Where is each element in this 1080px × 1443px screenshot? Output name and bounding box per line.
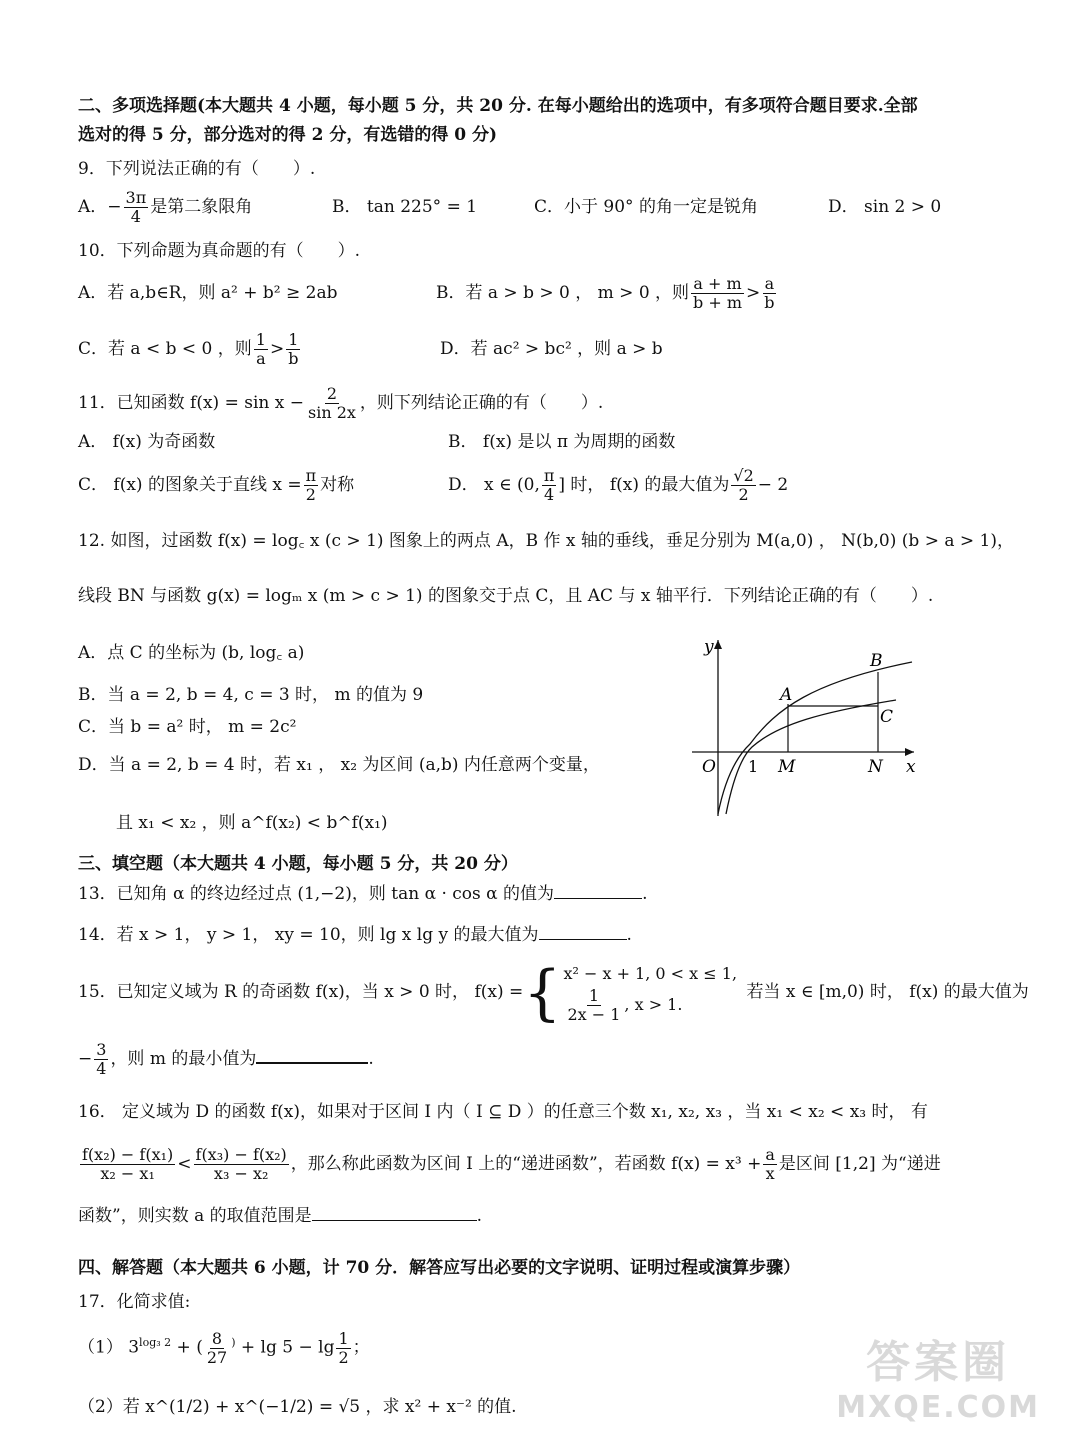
q15-line2: − $\frac{3}{4}$ ，则 m 的最小值为 .	[78, 1040, 374, 1078]
q10-stem: 10．下列命题为真命题的有（ ）.	[78, 241, 361, 261]
graph-label-a: A	[780, 685, 793, 705]
q13-answer-blank[interactable]	[554, 884, 642, 899]
q9-options: A．− $\frac{3\pi}{4}$ 是第二象限角 B． tan 225° = 1 C．小于 90° 的角一定是锐角 D． sin 2 > 0	[78, 188, 942, 226]
q10-option-d: D．若 ac² > bc² ，则 a > b	[440, 339, 663, 359]
q11-option-b: B． f(x) 是以 π 为周期的函数	[448, 432, 676, 452]
q12-option-a: A．点 C 的坐标为 (b, log꜀ a)	[78, 643, 305, 663]
q12-stem-line1: 12. 如图，过函数 f(x) = log꜀ x (c > 1) 图象上的两点 A，B 作 x 轴的垂线，垂足分别为 M(a,0) ， N(b,0) (b > a > 1)，	[78, 531, 1014, 551]
q12-option-d: D．当 a = 2, b = 4 时，若 x₁ ， x₂ 为区间 (a,b) 内任意两个变量，	[78, 755, 600, 775]
q15-line1: 15．已知定义域为 R 的奇函数 f(x)，当 x > 0 时， f(x) ={ x² − x + 1, 0 < x ≤ 1, $\frac{1}{2x - 1}$ , x > 1. 若当 x ∈ [m,0) 时， f(x) 的最大值为	[78, 957, 1029, 1028]
q10-row1	[78, 272, 775, 314]
graph-label-n: N	[868, 757, 883, 777]
graph-label-y: y	[704, 637, 714, 657]
graph-label-x: x	[906, 757, 916, 777]
q17-part2: （2）若 x^(1/2) + x^(−1/2) = √5 ，求 x² + x⁻² 的值.	[78, 1397, 517, 1417]
graph-label-o: O	[702, 757, 716, 777]
graph-x-arrow	[905, 748, 914, 756]
section3-header: 三、填空题（本大题共 4 小题，每小题 5 分，共 20 分）	[78, 854, 518, 874]
q10-option-c: C．若 a < b < 0 ，则 $\frac{1}{a}$ > $\frac{1}{b}$	[78, 330, 299, 368]
q16-answer-blank[interactable]	[312, 1206, 477, 1221]
q13: 13．已知角 α 的终边经过点 (1,−2)，则 tan α · cos α 的值为 .	[78, 884, 648, 904]
section2-header-line1: 二、多项选择题(本大题共 4 小题，每小题 5 分，共 20 分. 在每小题给出的选项中，有多项符合题目要求.全部	[78, 96, 918, 116]
q16-line2: $\frac{\text{f(x₂) − f(x₁)}}{\text{x₂ − x₁}}$ < $\frac{\text{f(x₃) − f(x₂)}}{\text{x₃ − x₂}}$ ，那么称此函数为区间 I 上的“递进函数”，若函数 f(x) = x³ + $\frac{a}{x}$ 是区间 [1,2] 为“递进	[82, 1145, 941, 1183]
graph-label-c: C	[880, 707, 894, 727]
q11-option-c: C． f(x) 的图象关于直线 x = $\frac{\pi}{2}$ 对称	[78, 466, 355, 504]
q11-stem: 11．已知函数 f(x) = sin x − $\frac{2}{\sin 2x}$ ，则下列结论正确的有（ ）.	[78, 384, 604, 422]
q10-option-a: A．若 a,b∈R，则 a² + b² ≥ 2ab	[78, 283, 338, 303]
graph-y-arrow	[714, 640, 722, 649]
q11-row1	[78, 431, 676, 453]
watermark-logo: 答案圈 MXQE.COM	[836, 1337, 1040, 1425]
q12-option-c: C．当 b = a² 时， m = 2c²	[78, 717, 297, 737]
q9-option-c: C．小于 90° 的角一定是锐角	[534, 197, 758, 217]
q15-brace: {	[523, 957, 562, 1028]
q9-option-a-text: 是第二象限角	[150, 197, 253, 217]
graph-label-one: 1	[748, 757, 759, 776]
q15-piecewise: x² − x + 1, 0 < x ≤ 1, $\frac{1}{2x - 1}$ , x > 1.	[563, 964, 738, 1024]
q9-stem: 9．下列说法正确的有（ ）.	[78, 159, 316, 179]
q11-option-a: A． f(x) 为奇函数	[78, 432, 216, 452]
q9-option-a-label: A．	[78, 197, 108, 217]
q10-row2	[78, 328, 663, 370]
q14-answer-blank[interactable]	[539, 925, 627, 940]
q12-stem-line2: 线段 BN 与函数 g(x) = logₘ x (m > c > 1) 的图象交于点 C，且 AC 与 x 轴平行．下列结论正确的有（ ）.	[78, 586, 934, 606]
q17-stem: 17．化简求值:	[78, 1292, 191, 1312]
section2-header-line2: 选对的得 5 分，部分选对的得 2 分，有选错的得 0 分)	[78, 125, 498, 145]
q9-option-d: D． sin 2 > 0	[828, 197, 942, 217]
section4-header: 四、解答题（本大题共 6 小题，计 70 分．解答应写出必要的文字说明、证明过程或演算步骤）	[78, 1258, 801, 1278]
q16-line3: 函数”，则实数 a 的取值范围是 .	[78, 1206, 483, 1226]
graph-label-m: M	[778, 757, 796, 777]
q16-line1: 16． 定义域为 D 的函数 f(x)，如果对于区间 I 内（ I ⊆ D ）的任意三个数 x₁, x₂, x₃ ，当 x₁ < x₂ < x₃ 时， 有	[78, 1102, 928, 1122]
q12-option-b: B．当 a = 2, b = 4, c = 3 时， m 的值为 9	[78, 685, 424, 705]
graph-label-b: B	[870, 651, 883, 671]
q17-part1: （1） $3^{log_3 2}$ + ( $\frac{8}{27}$ ) + lg 5 − lg $\frac{1}{2}$ ；	[78, 1328, 370, 1367]
q15-answer-blank[interactable]	[256, 1048, 368, 1064]
q14: 14．若 x > 1， y > 1， xy = 10，则 lg x lg y 的最大值为 .	[78, 925, 632, 945]
q10-option-b: B．若 a > b > 0 ， m > 0 ，则 $\frac{a + m}{b + m}$ > $\frac{a}{b}$	[436, 274, 775, 312]
q11-option-d: D． x ∈ (0, $\frac{\pi}{4}$ ] 时， f(x) 的最大值为 $\frac{√2}{2}$ − 2	[448, 466, 789, 504]
q11-row2	[78, 464, 789, 506]
q12-option-d-cont: 且 x₁ < x₂ ，则 a^f(x₂) < b^f(x₁)	[116, 813, 388, 833]
graph-curve-f	[718, 662, 912, 814]
q9-option-b: B． tan 225° = 1	[332, 197, 478, 217]
q9-option-a-fraction: $\frac{3\pi}{4}$	[125, 188, 147, 226]
q12-graph	[692, 634, 922, 824]
